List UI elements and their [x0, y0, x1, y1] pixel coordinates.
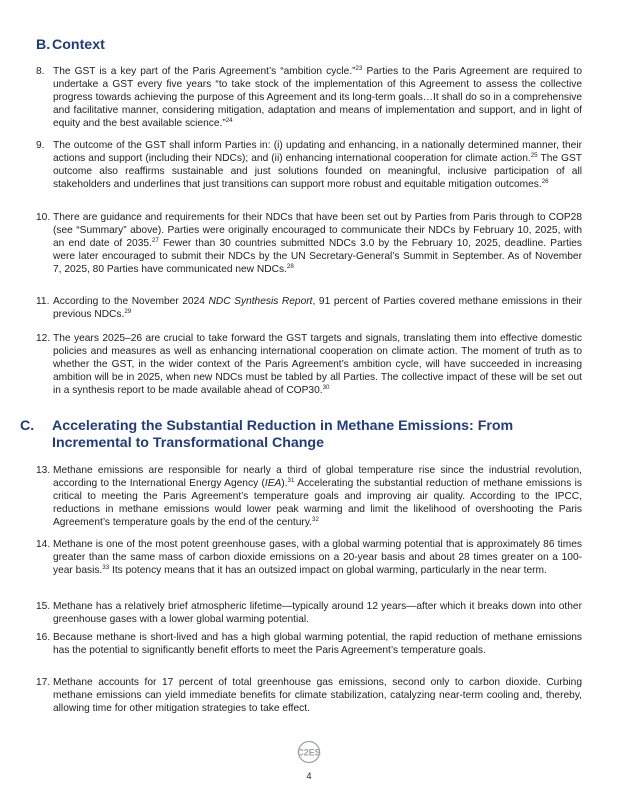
text-run: Methane is one of the most potent greenhouse gases, with a global warming potential that is approximately 86 times greater than the same mass of carbon dioxide emissions on a 20-year basis and about 28 times greater on a 100-year basis.	[53, 539, 582, 576]
page-number: 4	[306, 771, 312, 781]
list-item-13	[36, 465, 582, 530]
section-c-title: Accelerating the Substantial Reduction in Methane Emissions: From Incremental to Transformational Change	[52, 418, 514, 451]
text-run: , 91 percent of Parties covered methane emissions in their previous NDCs.	[53, 296, 582, 320]
iea-link[interactable]: IEA	[264, 477, 282, 489]
item-number: 15.	[36, 601, 51, 612]
section-b-heading	[36, 37, 105, 54]
list-item-12	[36, 333, 582, 398]
text-run: The outcome of the GST shall inform Parties in: (i) updating and enhancing, in a nationally determined manner, their actions and support (including their NDCs); and (ii) enhancing international cooperation for climate action.	[53, 140, 582, 164]
footnote-ref[interactable]: 27	[151, 236, 159, 244]
list-item-8	[36, 66, 582, 131]
item-text	[53, 140, 582, 192]
text-run: The GST outcome also reaffirms sustainable and just solutions founded on meaningful, inclusive participation of all stakeholders and underlines that just transitions can support more robust and equitable mitigation outcomes.	[53, 152, 583, 190]
list-item-15	[36, 601, 582, 627]
list-item-16	[36, 632, 582, 658]
footnote-ref[interactable]: 30	[322, 383, 330, 391]
item-number: 13.	[36, 465, 51, 476]
text-run: ).	[281, 477, 288, 489]
list-item-14	[36, 539, 582, 578]
item-number: 12.	[36, 333, 51, 344]
c2es-logo	[294, 741, 324, 763]
footnote-ref[interactable]: 29	[124, 307, 132, 315]
item-text	[53, 296, 582, 322]
footnote-ref[interactable]: 33	[102, 563, 110, 571]
footnote-ref[interactable]: 28	[286, 262, 294, 270]
section-b-label: B.	[36, 37, 51, 53]
item-text	[53, 539, 582, 578]
item-number: 8.	[36, 66, 45, 77]
section-b-title: Context	[52, 37, 105, 53]
footnote-ref[interactable]: 32	[312, 515, 319, 523]
list-item-11	[36, 296, 582, 322]
text-run: According to the November 2024	[53, 296, 209, 307]
section-c-label: C.	[20, 418, 35, 434]
item-text: Methane accounts for 17 percent of total greenhouse gas emissions, second only to carbon dioxide. Curbing methane emissions can yield immediate benefits for climate stabilization, catalyzing near-term cooling and, thereby, allowing time for other mitigation strategies to take effect.	[53, 677, 582, 714]
item-text	[53, 66, 582, 131]
text-run: Parties to the Paris Agreement are required to undertake a GST every five years “to take stock of the implementation of this Agreement to assess the collective progress towards achieving the purpose of this Agreement and its long-term goals…It shall do so in a comprehensive and facilitative manner, considering mitigation, adaptation and means of implementation and support, and in light of equity and the best available science.”	[53, 66, 582, 129]
section-c-heading	[20, 418, 592, 452]
text-run: The GST is a key part of the Paris Agreement’s “ambition cycle.”	[53, 66, 356, 77]
footnote-ref[interactable]: 26	[541, 177, 549, 185]
text-run: There are guidance and requirements for their NDCs that have been set out by Parties from Paris through to COP28 (see “Summary” above). Parties were originally encouraged to communicate their NDCs by February 10, 2025, with an end date of 2035.	[53, 212, 582, 249]
text-run: Fewer than 30 countries submitted NDCs 3.0 by the February 10, 2025, deadline. Parties were later encouraged to submit their NDCs by the UN Secretary-General’s Summit in September. As of November 7, 2025, 80 Parties have communicated new NDCs.	[53, 237, 582, 275]
item-text: Methane has a relatively brief atmospheric lifetime—typically around 12 years—after which it breaks down into other greenhouse gases with a lower global warming potential.	[53, 601, 582, 625]
list-item-17	[36, 677, 582, 716]
item-number: 17.	[36, 677, 51, 688]
list-item-9	[36, 140, 582, 192]
list-item-10	[36, 212, 582, 277]
text-run: Methane emissions are responsible for nearly a third of global temperature rise since the industrial revolution, according to the International Energy Agency (	[53, 465, 582, 489]
item-number: 16.	[36, 632, 51, 643]
item-text: Because methane is short-lived and has a high global warming potential, the rapid reduction of methane emissions has the potential to significantly benefit efforts to meet the Paris Agreement’s temperature goals.	[53, 632, 582, 656]
text-run: Its potency means that it has an outsized impact on global warming, particularly in the near term.	[109, 564, 547, 576]
item-number: 9.	[36, 140, 45, 151]
footnote-ref[interactable]: 25	[530, 151, 538, 159]
report-title: NDC Synthesis Report	[208, 296, 313, 307]
item-number: 14.	[36, 539, 51, 550]
text-run: The years 2025–26 are crucial to take forward the GST targets and signals, translating them into effective domestic policies and measures as well as enhancing international cooperation on climate action. The moment of truth as to whether the GST, in the wider context of the Paris Agreement’s ambition cycle, will have succeeded in increasing ambition will be in 2025, when new NDCs must be tabled by all Parties. The collective impact of these will be set out in a synthesis report to be made available ahead of COP30.	[53, 333, 582, 396]
logo-text: C2ES	[297, 747, 321, 758]
text-run: Accelerating the substantial reduction of methane emissions is critical to meeting the Paris Agreement’s temperature goals and improving air quality. According to the IPCC, reductions in methane emissions would lower peak warming and limit the likelihood of overshooting the Paris Agreement’s temperature goals by the end of the century.	[53, 477, 582, 528]
footnote-ref[interactable]: 24	[225, 116, 233, 124]
footnote-ref[interactable]: 23	[355, 65, 363, 72]
footnote-ref[interactable]: 31	[287, 476, 295, 484]
item-text	[53, 212, 582, 277]
item-text	[53, 465, 582, 530]
item-text	[53, 333, 582, 398]
item-number: 10.	[36, 212, 51, 223]
item-number: 11.	[36, 296, 50, 307]
